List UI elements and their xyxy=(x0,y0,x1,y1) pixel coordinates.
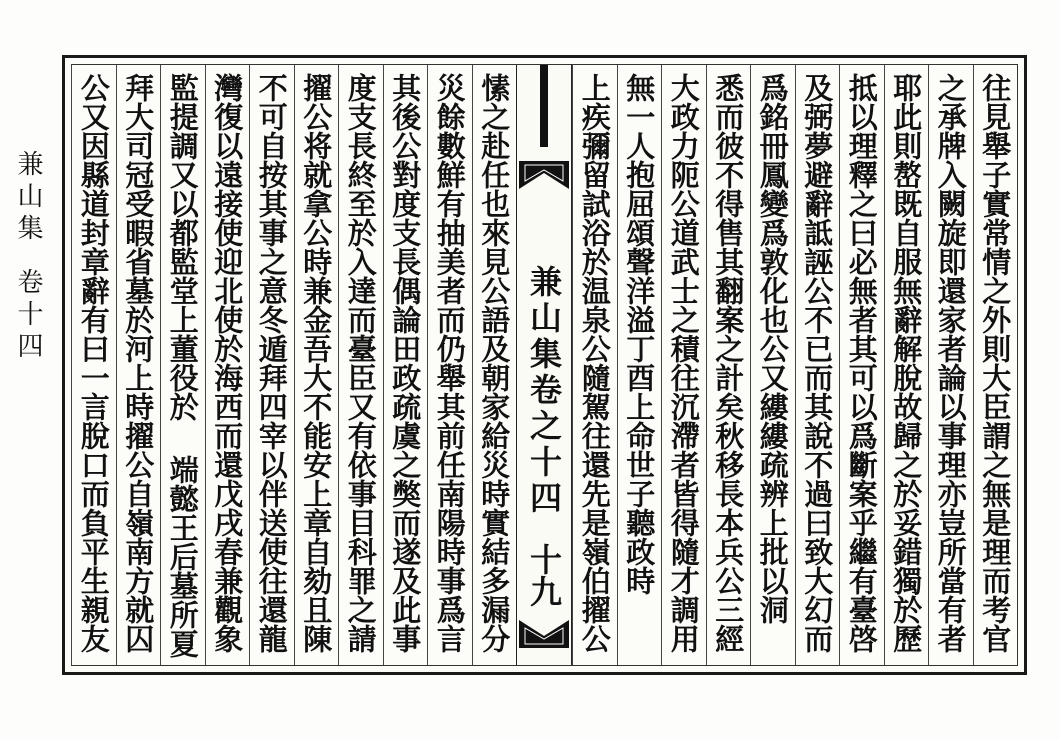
upper-fishtail-mark xyxy=(519,161,569,189)
text-column xyxy=(338,65,383,665)
margin-title xyxy=(8,150,48,364)
column-text: 監提調又以都監堂上董役於 端懿王后墓所夏 xyxy=(165,73,200,658)
text-frame xyxy=(62,55,1027,675)
text-column xyxy=(160,65,205,665)
column-text: 公又因縣道封章辭有曰一言脫口而負平生親友 xyxy=(76,73,111,653)
column-text: 及弼夢避辭詆誣公不已而其說不過曰致大幻而 xyxy=(800,73,835,653)
text-column xyxy=(661,65,706,665)
column-text: 擢公将就拿公時兼金吾大不能安上章自劾且陳 xyxy=(299,73,334,653)
text-block xyxy=(71,64,1018,666)
text-column xyxy=(750,65,795,665)
text-column xyxy=(617,65,662,665)
column-text: 愫之赴任也來見公語及朝家給災時實結多漏分 xyxy=(477,73,512,653)
text-column xyxy=(294,65,339,665)
text-column xyxy=(795,65,840,665)
column-text: 上疾彌留試浴於温泉公隨駕往還先是嶺伯擢公 xyxy=(577,73,612,653)
text-column xyxy=(706,65,751,665)
text-column xyxy=(383,65,428,665)
text-column xyxy=(205,65,250,665)
column-text: 往見舉子實常情之外則大臣謂之無是理而考官 xyxy=(978,73,1013,653)
text-column xyxy=(973,65,1018,665)
text-column xyxy=(472,65,517,665)
text-column xyxy=(884,65,929,665)
center-fold xyxy=(516,65,572,665)
column-text: 拜大司冠受暇省墓於河上時擢公自嶺南方就囚 xyxy=(121,73,156,653)
column-text: 度支長終至於入達而臺臣又有依事目科罪之請 xyxy=(343,73,378,653)
column-text: 灣復以遠接使迎北使於海西而還戊戌春兼觀象 xyxy=(210,73,245,653)
column-text: 其後公對度支長偶論田政疏虞之獘而遂及此事 xyxy=(388,73,423,653)
column-text: 不可自按其事之意冬遁拜四宰以伴送使往還龍 xyxy=(254,73,289,653)
column-text: 悉而彼不得售其翻案之計矣秋移長本兵公三經 xyxy=(711,73,746,653)
lower-fishtail-mark xyxy=(519,620,569,648)
column-text: 大政力阨公道武士之積往沉滯者皆得隨才調用 xyxy=(666,73,701,653)
text-column xyxy=(839,65,884,665)
page-number: 十九 xyxy=(525,543,563,607)
column-text: 抵以理釋之曰必無者其可以爲斷案乎繼有臺啓 xyxy=(844,73,879,653)
column-text: 災餘數鮮有抽美者而仍舉其前任南陽時事爲言 xyxy=(432,73,467,653)
text-column xyxy=(71,65,116,665)
text-column xyxy=(427,65,472,665)
margin-book-title: 兼山集 xyxy=(13,150,43,246)
column-text: 之承牌入闕旋即還家者論以事理亦豈所當有者 xyxy=(933,73,968,653)
column-text: 耶此則嶅既自服無辭解脫故歸之於妥錯獨於歷 xyxy=(889,73,924,653)
margin-volume-label: 卷十四 xyxy=(13,268,43,364)
column-text: 無一人抱屈頌聲洋溢丁酉上命世子聽政時 xyxy=(622,73,657,595)
upper-black-stripe xyxy=(540,65,548,147)
text-column xyxy=(249,65,294,665)
text-column xyxy=(928,65,973,665)
text-column xyxy=(572,65,617,665)
volume-title: 兼山集卷之十四 xyxy=(525,265,563,517)
text-column xyxy=(116,65,161,665)
column-text: 爲銘冊鳳變爲敦化也公又縷縷疏辨上批以洞 xyxy=(755,73,790,624)
